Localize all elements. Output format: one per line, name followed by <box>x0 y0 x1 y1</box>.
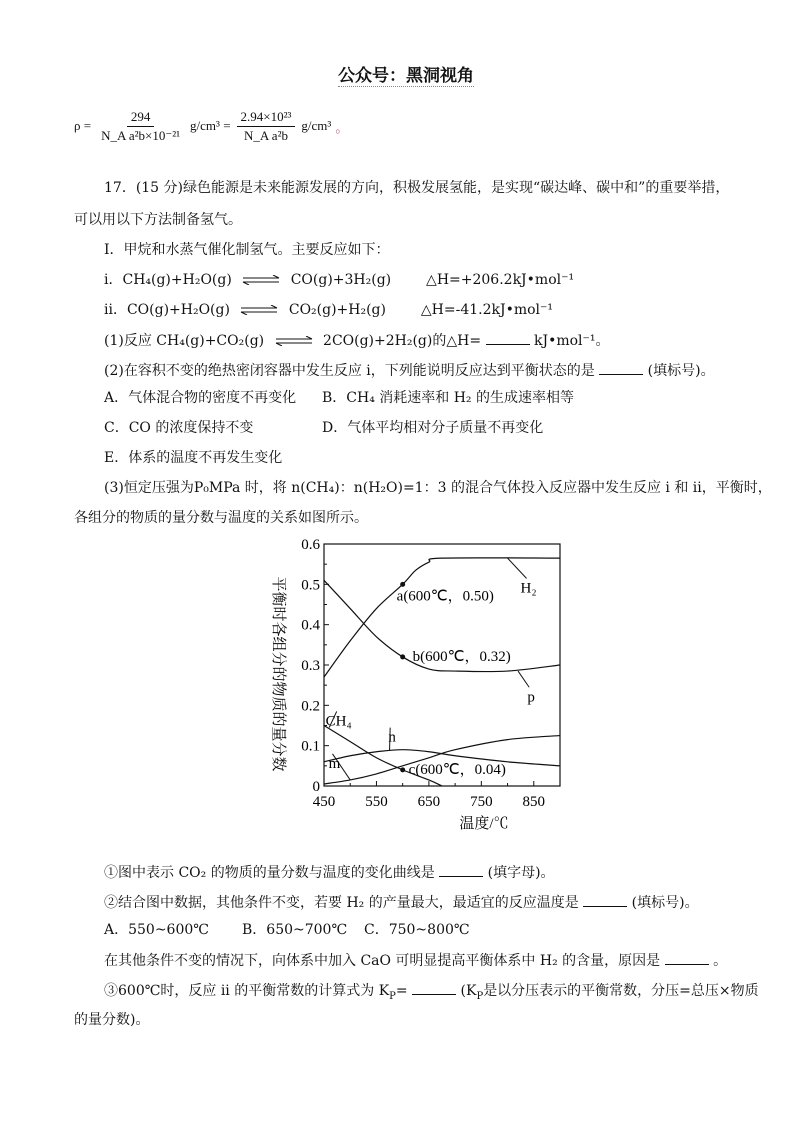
question-3-line-1: (3)恒定压强为P₀MPa 时，将 n(CH₄)：n(H₂O)=1：3 的混合气体投入反应器中发生反应 i 和 ii，平衡时， <box>104 480 772 496</box>
answer-blank[interactable] <box>599 360 643 375</box>
answer-blank[interactable] <box>486 330 530 345</box>
equilibrium-arrow-icon <box>275 336 313 346</box>
annotation-point <box>400 767 405 772</box>
sub-question-3 <box>104 980 759 1007</box>
fraction-1-denominator: N_A a²b×10⁻²¹ <box>101 127 181 143</box>
y-tick-label: 0.4 <box>301 617 320 634</box>
fraction-2-numerator: 2.94×10²³ <box>237 109 296 127</box>
answer-blank[interactable] <box>412 980 456 995</box>
x-tick-label: 450 <box>312 794 336 810</box>
sub1-part-a: ①图中表示 CO₂ 的物质的量分数与温度的变化曲线是 <box>104 865 435 881</box>
question-1 <box>104 330 610 351</box>
equilibrium-chart <box>256 534 596 834</box>
y-tick-label: 0.5 <box>301 577 320 594</box>
q1-part-b: 2CO(g)+2H₂(g)的△H= <box>323 333 482 349</box>
y-tick-label: 0.1 <box>301 738 320 755</box>
option-e: E．体系的温度不再发生变化 <box>104 450 283 466</box>
annotation-label: a(600℃，0.50) <box>396 588 494 605</box>
y-tick-label: 0 <box>312 779 320 795</box>
y-tick-label: 0.6 <box>301 537 320 553</box>
reaction-ii-left: ii．CO(g)+H₂O(g) <box>104 302 230 318</box>
series-label-p: p <box>527 689 535 706</box>
unit-1: g/cm³ = <box>190 118 231 133</box>
q2-options-row-1 <box>104 388 574 408</box>
q2-options-row-2 <box>104 418 544 438</box>
kp-subscript-2: P <box>476 990 484 1002</box>
x-tick-label: 550 <box>365 794 388 810</box>
formula-end-mark: 。 <box>335 119 349 135</box>
cao-question <box>104 950 727 971</box>
annotation-label: b(600℃，0.32) <box>412 648 511 665</box>
series-label-n: n <box>388 729 396 746</box>
y-axis-label: 平衡时各组分的物质的量分数 <box>270 576 286 772</box>
x-tick-label: 750 <box>470 794 493 810</box>
part1-title: I．甲烷和水蒸气催化制氢气。主要反应如下： <box>104 242 390 258</box>
question-3-line-2: 各组分的物质的量分数与温度的关系如图所示。 <box>74 510 368 526</box>
series-label-H₂: H₂ <box>520 580 537 597</box>
reaction-i-left: i．CH₄(g)+H₂O(g) <box>104 272 232 288</box>
reaction-ii-dh: △H=-41.2kJ•mol⁻¹ <box>420 302 554 318</box>
series-label-m: m <box>328 755 341 772</box>
sub-question-2 <box>104 892 699 913</box>
answer-blank[interactable] <box>583 892 627 907</box>
question-header-cont: 可以用以下方法制备氢气。 <box>74 212 242 228</box>
sub2-option-b: B．650~700℃ <box>242 922 348 938</box>
series-label-CH₄: CH₄ <box>325 713 352 730</box>
question-header: 17．(15 分)绿色能源是未来能源发展的方向，积极发展氢能，是实现“碳达峰、碳中和”的重要举措， <box>104 180 730 196</box>
rho-symbol: ρ = <box>74 118 92 133</box>
option-d: D．气体平均相对分子质量不再变化 <box>322 420 544 436</box>
kp-subscript: P <box>389 990 396 1002</box>
sub-question-1 <box>104 862 555 883</box>
sub3-part-a: ③600℃时，反应 ii 的平衡常数的计算式为 K <box>104 983 390 999</box>
fraction-2 <box>237 109 296 144</box>
sub-question-3-cont: 的量分数)。 <box>74 1012 150 1028</box>
q2-part-a: (2)在容积不变的绝热密闭容器中发生反应 i，下列能说明反应达到平衡状态的是 <box>104 363 595 379</box>
plot-area <box>301 537 560 810</box>
question-2 <box>104 360 715 381</box>
q2-part-b: (填标号)。 <box>647 363 715 379</box>
sub2-part-b: (填标号)。 <box>631 895 699 911</box>
reaction-i-right: CO(g)+3H₂(g) <box>290 272 392 288</box>
sub3-part-d: 是以分压表示的平衡常数，分压=总压×物质 <box>483 983 759 999</box>
reaction-ii <box>104 300 553 320</box>
q1-part-c: kJ•mol⁻¹。 <box>533 333 610 349</box>
fraction-2-denominator: N_A a²b <box>243 127 288 143</box>
option-a: A．气体混合物的密度不再变化 <box>104 390 297 406</box>
equilibrium-arrow-icon <box>240 305 278 315</box>
y-tick-label: 0.3 <box>301 658 320 674</box>
series-leader-p <box>518 671 529 687</box>
x-tick-label: 650 <box>417 794 441 810</box>
sub2-option-c: C．750~800℃ <box>364 922 470 938</box>
sub3-part-c: (K <box>460 983 477 999</box>
answer-blank[interactable] <box>439 862 483 877</box>
cao-part-a: 在其他条件不变的情况下，向体系中加入 CaO 可明显提高平衡体系中 H₂ 的含量，原因是 <box>104 953 661 969</box>
x-axis-label: 温度/℃ <box>459 816 509 832</box>
equilibrium-arrow-icon <box>242 275 280 285</box>
annotation-point <box>400 582 405 587</box>
option-b: B．CH₄ 消耗速率和 H₂ 的生成速率相等 <box>322 390 574 406</box>
annotation-point <box>400 654 405 659</box>
fraction-1 <box>97 109 184 144</box>
sub2-part-a: ②结合图中数据，其他条件不变，若要 H₂ 的产量最大，最适宜的反应温度是 <box>104 895 579 911</box>
x-tick-label: 850 <box>522 794 546 810</box>
sub2-options <box>104 920 470 940</box>
series-leader-H₂ <box>508 558 527 578</box>
density-formula <box>74 104 348 148</box>
q1-part-a: (1)反应 CH₄(g)+CO₂(g) <box>104 333 265 349</box>
sub2-option-a: A．550~600℃ <box>104 922 209 938</box>
unit-2: g/cm³ <box>301 118 332 133</box>
fraction-1-numerator: 294 <box>127 109 155 127</box>
y-tick-label: 0.2 <box>301 698 320 715</box>
sub3-part-b: = <box>395 983 408 999</box>
q2-options-row-3 <box>104 448 282 468</box>
reaction-i-dh: △H=+206.2kJ•mol⁻¹ <box>426 272 575 288</box>
watermark: 公众号：黑洞视角 <box>338 61 474 87</box>
reaction-ii-right: CO₂(g)+H₂(g) <box>288 302 386 318</box>
sub1-part-b: (填字母)。 <box>487 865 555 881</box>
reaction-i <box>104 270 574 290</box>
answer-blank[interactable] <box>665 950 709 965</box>
cao-part-b: 。 <box>713 953 728 969</box>
annotation-label: c(600℃，0.04) <box>408 761 506 778</box>
option-c: C．CO 的浓度保持不变 <box>104 420 254 436</box>
